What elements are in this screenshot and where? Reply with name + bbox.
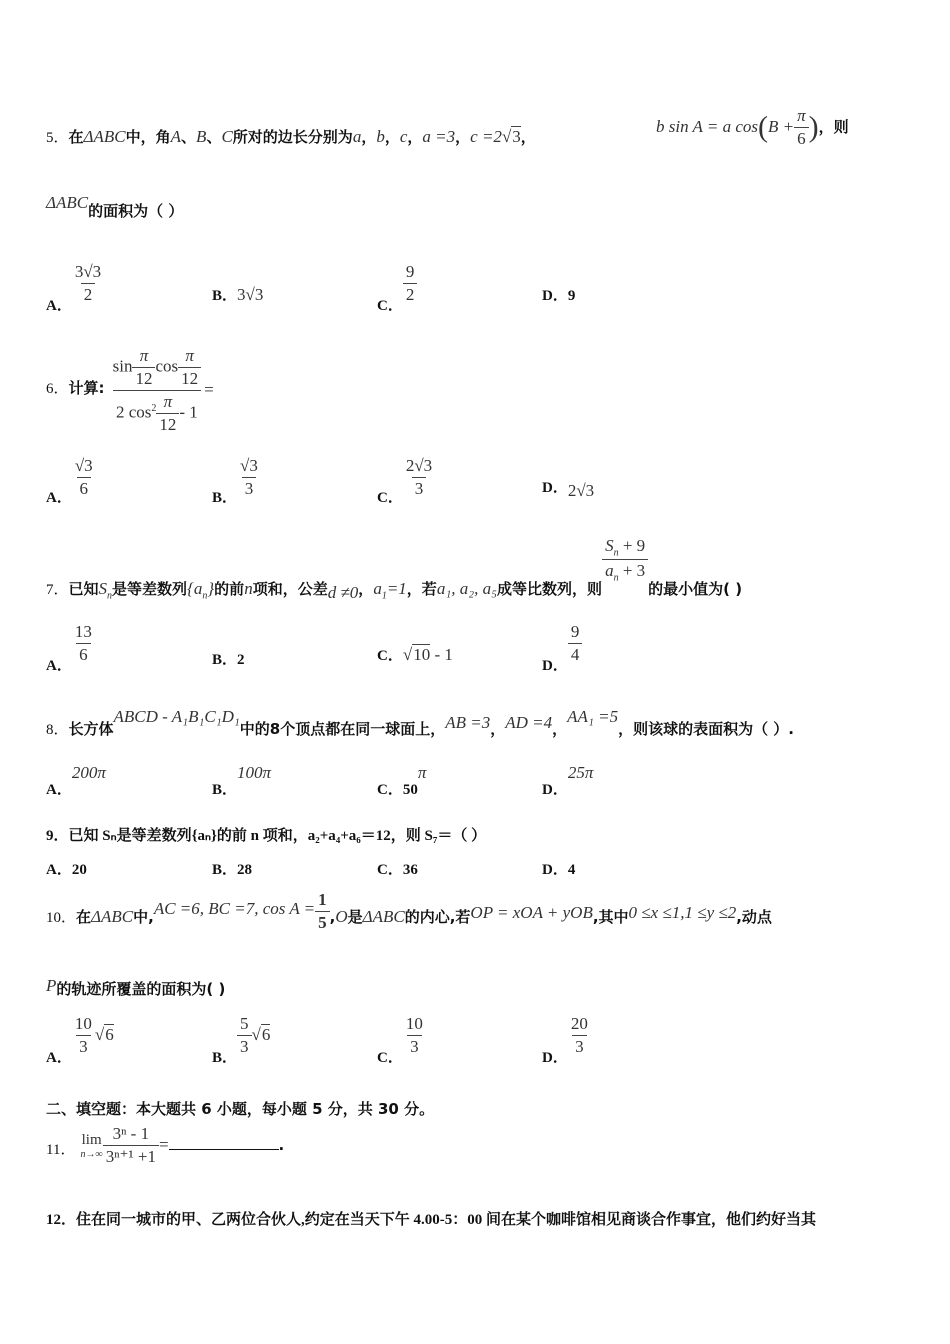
q7-options <box>46 622 926 678</box>
q10: 10．在ΔABC中,AC =6, BC =7, cos A = $\frac{1}{5}$ ,O是ΔABC的内心,若OP = xOA + yOB,其中0 ≤x ≤1,1 ≤y ≤2,动点 <box>46 890 772 932</box>
q8-options <box>46 762 926 798</box>
q11-fraction: $\frac{\text{3ⁿ - 1}}{\text{3ⁿ⁺¹ +1}}$ <box>103 1124 159 1167</box>
q6-option-a[interactable]: A． $\frac{√3}{6}$ <box>46 456 93 506</box>
q9-option-d[interactable]: D．4 <box>542 862 576 878</box>
q5-line1: 5．在ΔABC中，角A、B、C所对的边长分别为a，b，c，a =3，c =2√3， <box>46 127 536 146</box>
q5-line2: ΔABC的面积为（ ） <box>46 193 184 220</box>
q7-option-b[interactable]: B．2 <box>212 652 245 668</box>
q5-option-a[interactable]: A． $\frac{3√3}{2}$ <box>46 262 102 314</box>
answer-blank[interactable] <box>169 1149 279 1150</box>
q6-option-b[interactable]: B． $\frac{√3}{3}$ <box>212 456 258 506</box>
q10-option-d[interactable]: D． $\frac{20}{3}$ <box>542 1014 588 1066</box>
q6-option-c[interactable]: C． $\frac{2√3}{3}$ <box>377 456 433 506</box>
q7: 7．已知$S_n$是等差数列$\{a_n\}$的前n项和，公差d ≠0，$a_1=1$，若a₁, a₂, a₅成等比数列，则 $\frac{S_n + 9}{a_n + 3}$ 的最小值为( ) <box>46 536 743 603</box>
q5-option-d[interactable]: D．9 <box>542 288 576 304</box>
triangle-abc: ΔABC <box>83 127 126 146</box>
q10-option-a[interactable]: A． $\frac{10}{3}$ √6 <box>46 1014 114 1066</box>
q8-option-b[interactable]: B．100π <box>212 763 272 798</box>
q8: 8．长方体ABCD - A₁B₁C₁D₁中的8个顶点都在同一球面上，AB =3，AD =4，AA₁ =5，则该球的表面积为（ ）. <box>46 707 794 738</box>
q9-text: 9．已知 Sₙ是等差数列{aₙ}的前 n 项和，a₂+a₄+a₆＝12，则 S₇＝（ ） <box>46 828 487 844</box>
q10-line2: P的轨迹所覆盖的面积为( ) <box>46 976 226 998</box>
q6: 6．计算: sin $\frac{\pi}{12}$ cos $\frac{\pi}{12}$ 2 $\cos^2$ $\frac{\pi}{12}$ - 1 = <box>46 346 214 434</box>
q9-option-a[interactable]: A．20 <box>46 862 87 878</box>
q5-number: 5． <box>46 130 69 146</box>
q7-option-c[interactable]: C．√10 - 1 <box>377 645 453 664</box>
q6-expression: sin $\frac{\pi}{12}$ cos $\frac{\pi}{12}$ 2 $\cos^2$ $\frac{\pi}{12}$ - 1 <box>110 346 205 435</box>
q8-option-d[interactable]: D．25π <box>542 763 594 798</box>
q5-options <box>46 262 926 318</box>
q8-option-a[interactable]: A．200π <box>46 763 106 798</box>
q5-option-b[interactable]: B．3√3 <box>212 285 264 304</box>
q9-option-c[interactable]: C．36 <box>377 862 418 878</box>
q10-option-b[interactable]: B． $\frac{5}{3}$ √6 <box>212 1014 271 1066</box>
q7-option-d[interactable]: D． $\frac{9}{4}$ <box>542 622 582 665</box>
q10-option-c[interactable]: C． $\frac{10}{3}$ <box>377 1014 423 1066</box>
q9-option-b[interactable]: B．28 <box>212 862 253 878</box>
q8-option-c[interactable]: C．50π <box>377 763 427 798</box>
q11: 11． lim n→∞ $\frac{\text{3ⁿ - 1}}{\text{3ⁿ⁺¹ +1}}$ = . <box>46 1124 285 1166</box>
q6-option-d[interactable]: D．2√3 <box>542 480 595 500</box>
section-heading: 二、填空题：本大题共 6 小题，每小题 5 分，共 30 分。 <box>46 1100 435 1118</box>
q9-options <box>46 858 926 880</box>
q12-text: 12．住在同一城市的甲、乙两位合伙人,约定在当天下午 4.00-5：00 间在某个咖啡馆相见商谈合作事宜，他们约好当其 <box>46 1212 816 1228</box>
q7-option-a[interactable]: A． $\frac{13}{6}$ <box>46 622 92 674</box>
q5-condition: b sin A = a cos(B + $\frac{\pi}{6}$ )，则 <box>656 106 849 148</box>
q5-option-c[interactable]: C． $\frac{9}{2}$ <box>377 262 417 305</box>
q10-options <box>46 1014 926 1070</box>
q6-options <box>46 456 926 512</box>
